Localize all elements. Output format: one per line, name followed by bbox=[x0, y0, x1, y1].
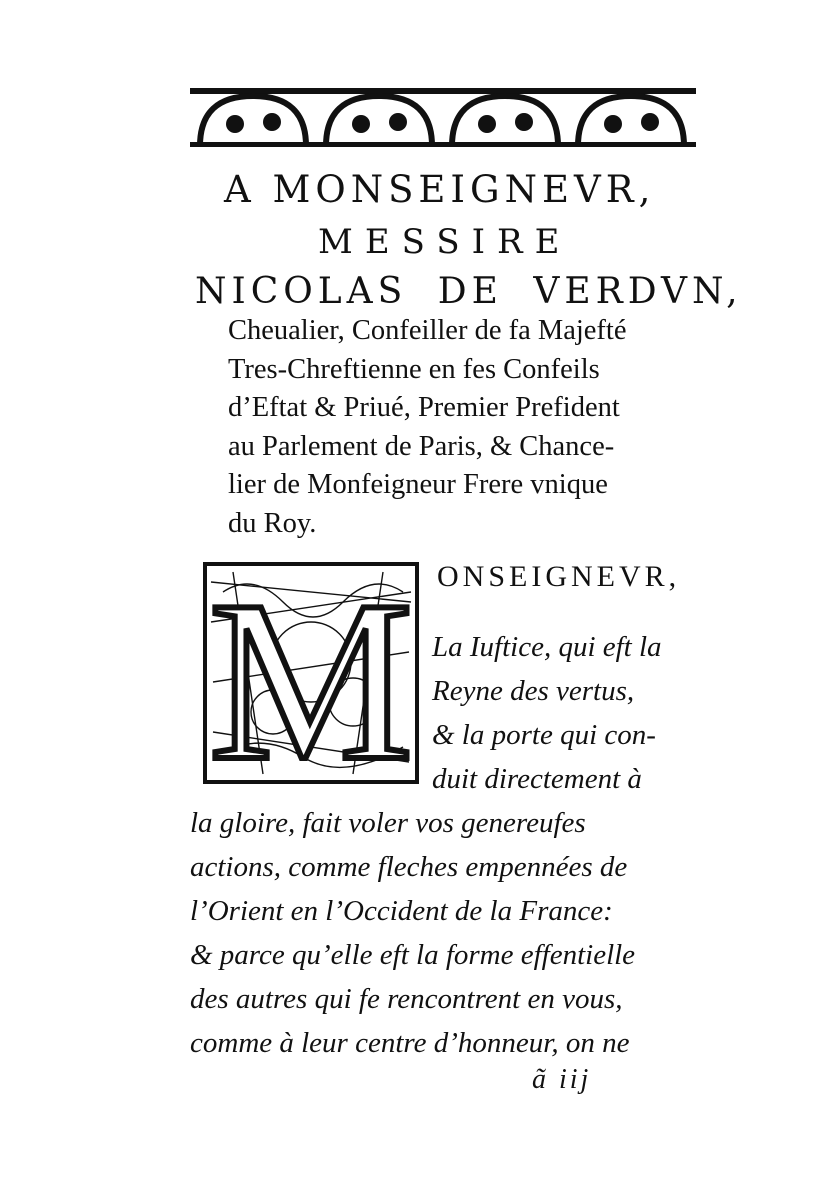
title-line: au Parlement de Paris, & Chance- bbox=[228, 430, 615, 462]
title-line: du Roy. bbox=[228, 507, 317, 539]
title-line: d’Eftat & Priué, Premier Prefident bbox=[228, 392, 620, 423]
text-line: Reyne des vertus, bbox=[432, 675, 635, 707]
drop-cap-letter: M bbox=[208, 562, 414, 784]
header-ornament-band bbox=[190, 84, 696, 154]
text-line: & parce qu’elle eft la forme effentielle bbox=[190, 939, 636, 971]
title-line: lier de Monfeigneur Frere vnique bbox=[228, 469, 608, 500]
text-line: la gloire, fait voler vos genereufes bbox=[190, 807, 586, 839]
dedication-heading: A MONSEIGNEVR, bbox=[224, 168, 656, 211]
body-paragraph bbox=[190, 801, 710, 1065]
dedicatee-titles bbox=[228, 312, 698, 543]
dedicatee-name: NICOLAS DE VERDVN, bbox=[195, 271, 743, 312]
title-line: Cheualier, Confeiller de fa Majefté bbox=[228, 315, 627, 346]
text-line: duit directement à bbox=[432, 763, 642, 795]
signature-mark: ã iij bbox=[532, 1064, 592, 1095]
text-line: actions, comme fleches empennées de bbox=[190, 851, 628, 883]
text-line: comme à leur centre d’honneur, on ne bbox=[190, 1027, 630, 1059]
title-line: Tres-Chreftienne en fes Confeils bbox=[228, 353, 600, 385]
decorated-drop-cap bbox=[203, 562, 419, 784]
text-line: des autres qui fe rencontrent en vous, bbox=[190, 983, 623, 1015]
text-line: l’Orient en l’Occident de la France: bbox=[190, 895, 613, 927]
messire-title: MESSIRE bbox=[318, 222, 572, 262]
salutation: ONSEIGNEVR, bbox=[437, 560, 681, 593]
side-text-column bbox=[432, 625, 702, 801]
text-line: & la porte qui con- bbox=[432, 719, 656, 751]
text-line: La Iuftice, qui eft la bbox=[432, 631, 662, 663]
